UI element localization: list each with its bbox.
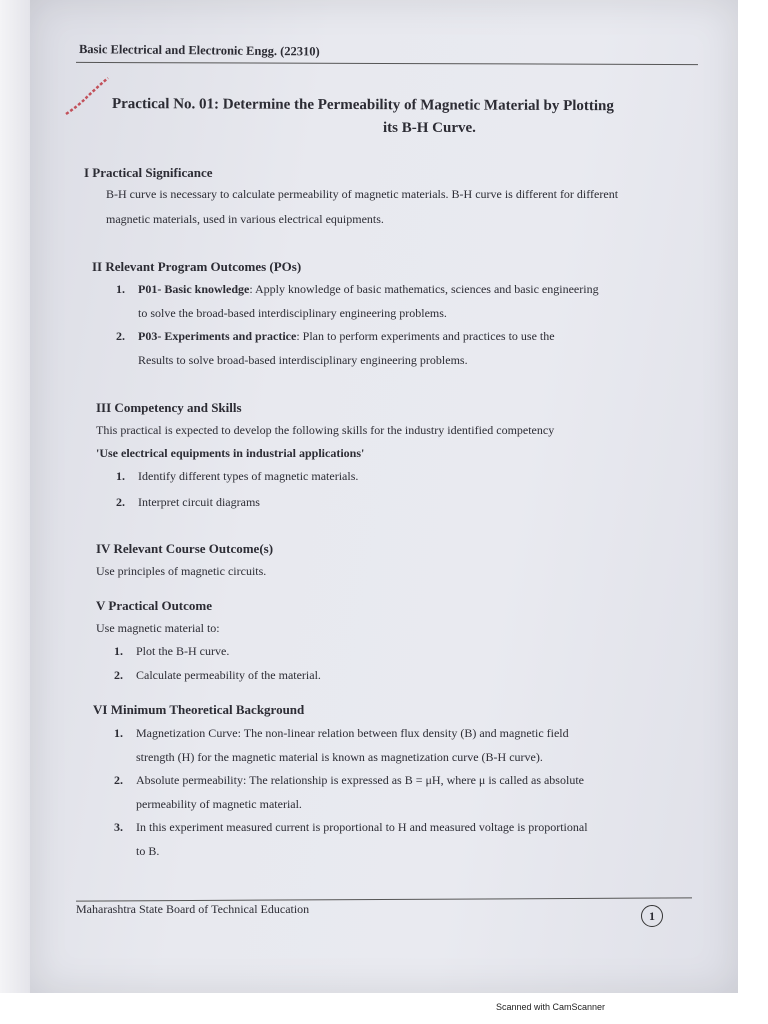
section-heading-competency: III Competency and Skills: [96, 400, 242, 415]
list-text: Interpret circuit diagrams: [138, 495, 260, 509]
page-number: 1: [641, 905, 663, 927]
section-heading-significance: I Practical Significance: [84, 165, 213, 180]
significance-text-line1: B-H curve is necessary to calculate permeability of magnetic materials. B-H curve is different for different: [106, 187, 619, 201]
outcome-bold-label: P01- Basic knowledge: [138, 282, 250, 296]
competency-text-line2: 'Use electrical equipments in industrial applications': [96, 446, 365, 460]
document-page: [30, 0, 738, 993]
program-outcome-item: [116, 329, 555, 344]
footer-divider: [76, 897, 692, 901]
list-number: 2.: [114, 668, 123, 682]
section-heading-program-outcomes: II Relevant Program Outcomes (POs): [92, 259, 302, 274]
significance-text-line2: magnetic materials, used in various electrical equipments.: [106, 212, 384, 226]
practical-title-line1: Practical No. 01: Determine the Permeability of Magnetic Material by Plotting: [111, 96, 614, 115]
theory-list-item-cont: to B.: [136, 844, 160, 858]
competency-text-line1: This practical is expected to develop the following skills for the industry identified competency: [96, 423, 555, 437]
list-text: Calculate permeability of the material.: [136, 668, 321, 682]
section-heading-practical-outcome: V Practical Outcome: [96, 598, 212, 613]
theory-list-item-cont: strength (H) for the magnetic material is known as magnetization curve (B-H curve).: [136, 750, 543, 764]
list-text: Absolute permeability: The relationship is expressed as B = μH, where μ is called as absolute: [136, 773, 584, 787]
list-text: Identify different types of magnetic materials.: [138, 469, 359, 483]
theory-list-item-cont: permeability of magnetic material.: [136, 797, 302, 811]
competency-list-item: [116, 469, 358, 484]
theory-list-item: [114, 773, 584, 788]
competency-list-item: [116, 495, 260, 510]
running-header: Basic Electrical and Electronic Engg. (22310): [78, 42, 320, 59]
outcome-text: : Apply knowledge of basic mathematics, sciences and basic engineering: [249, 282, 599, 296]
theory-list-item: [114, 820, 588, 835]
page-margin-left: [0, 0, 30, 993]
program-outcome-item-cont: Results to solve broad-based interdisciplinary engineering problems.: [138, 353, 468, 367]
header-divider: [76, 62, 698, 65]
practical-outcome-item: [114, 644, 229, 659]
list-number: 1.: [116, 282, 125, 296]
program-outcome-item-cont: to solve the broad-based interdisciplinary engineering problems.: [138, 306, 447, 320]
outcome-text: : Plan to perform experiments and practices to use the: [296, 329, 555, 343]
practical-title-line2: its B-H Curve.: [383, 120, 476, 136]
section-heading-theory: VI Minimum Theoretical Background: [93, 702, 305, 717]
scanner-watermark: Scanned with CamScanner: [496, 1002, 606, 1012]
practical-outcome-item: [114, 668, 321, 683]
theory-list-item: [114, 726, 569, 741]
list-text: Magnetization Curve: The non-linear relation between flux density (B) and magnetic field: [136, 726, 569, 740]
outcome-bold-label: P03- Experiments and practice: [138, 329, 297, 343]
list-text: Plot the B-H curve.: [136, 644, 230, 658]
program-outcome-item: [116, 282, 599, 297]
footer-text: Maharashtra State Board of Technical Education: [76, 902, 310, 916]
list-number: 1.: [114, 644, 123, 658]
list-text: In this experiment measured current is proportional to H and measured voltage is proportional: [136, 820, 588, 834]
list-number: 2.: [114, 773, 123, 787]
list-number: 2.: [116, 495, 125, 509]
thread-decoration: [64, 70, 114, 120]
section-heading-course-outcome: IV Relevant Course Outcome(s): [96, 541, 274, 556]
list-number: 1.: [114, 726, 123, 740]
list-number: 2.: [116, 329, 125, 343]
list-number: 3.: [114, 820, 123, 834]
course-outcome-text: Use principles of magnetic circuits.: [96, 564, 267, 578]
list-number: 1.: [116, 469, 125, 483]
practical-outcome-text: Use magnetic material to:: [96, 621, 220, 635]
